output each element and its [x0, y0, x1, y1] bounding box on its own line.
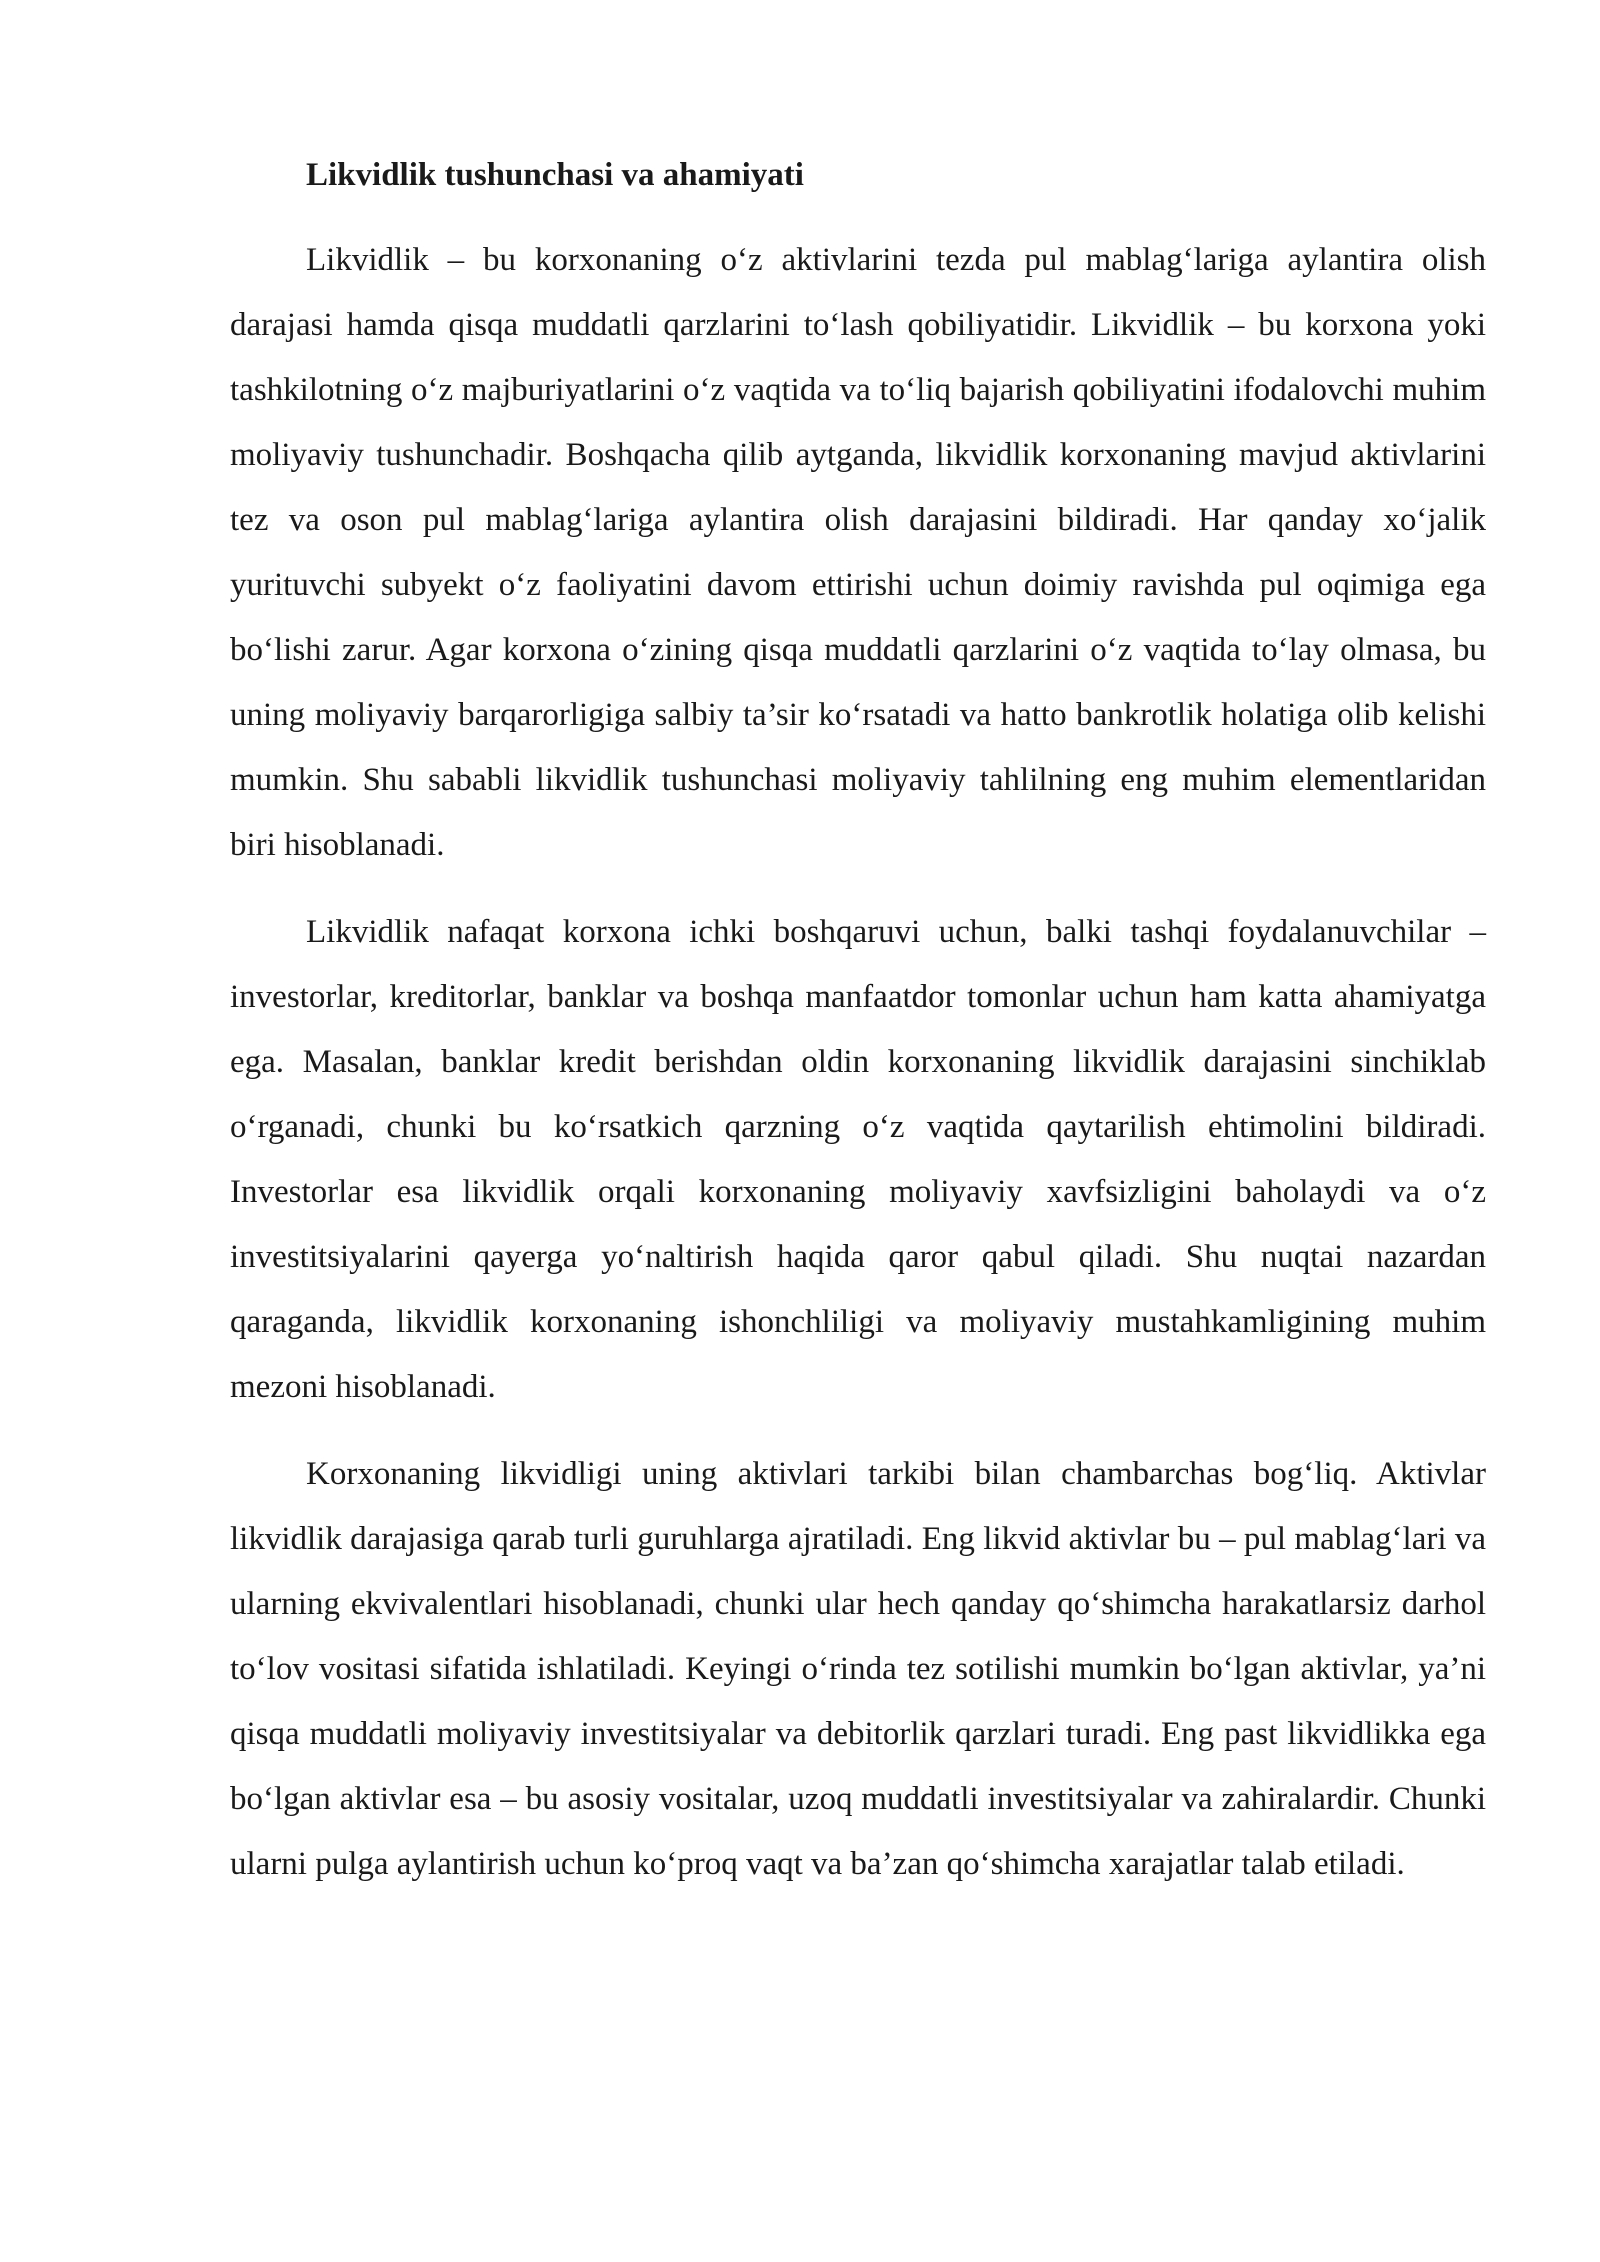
- document-title: Likvidlik tushunchasi va ahamiyati: [306, 157, 804, 193]
- paragraph-external-users: Likvidlik nafaqat korxona ichki boshqaruvi uchun, balki tashqi foydalanuvchilar – investorlar, kreditorlar, banklar va boshqa manfaatdor tomonlar uchun ham katta ahamiyatga ega. Masalan, banklar kredit berishdan oldin korxonaning likvidlik darajasini sinchiklab o‘rganadi, chunki bu ko‘rsatkich qarzning o‘z vaqtida qaytarilish ehtimolini bildiradi. Investorlar esa likvidlik orqali korxonaning moliyaviy xavfsizligini baholaydi va o‘z investitsiyalarini qayerga yo‘naltirish haqida qaror qabul qiladi. Shu nuqtai nazardan qaraganda, likvidlik korxonaning ishonchliligi va moliyaviy mustahkamligining muhim mezoni hisoblanadi.: [230, 914, 1486, 1405]
- paragraph-definition: Likvidlik – bu korxonaning o‘z aktivlarini tezda pul mablag‘lariga aylantira olish darajasi hamda qisqa muddatli qarzlarini to‘lash qobiliyatidir. Likvidlik – bu korxona yoki tashkilotning o‘z majburiyatlarini o‘z vaqtida va to‘liq bajarish qobiliyatini ifodalovchi muhim moliyaviy tushunchadir. Boshqacha qilib aytganda, likvidlik korxonaning mavjud aktivlarini tez va oson pul mablag‘lariga aylantira olish darajasini bildiradi. Har qanday xo‘jalik yurituvchi subyekt o‘z faoliyatini davom ettirishi uchun doimiy ravishda pul oqimiga ega bo‘lishi zarur. Agar korxona o‘zining qisqa muddatli qarzlarini o‘z vaqtida to‘lay olmasa, bu uning moliyaviy barqarorligiga salbiy ta’sir ko‘rsatadi va hatto bankrotlik holatiga olib kelishi mumkin. Shu sababli likvidlik tushunchasi moliyaviy tahlilning eng muhim elementlaridan biri hisoblanadi.: [230, 242, 1486, 863]
- paragraph-asset-structure: Korxonaning likvidligi uning aktivlari tarkibi bilan chambarchas bog‘liq. Aktivlar likvidlik darajasiga qarab turli guruhlarga ajratiladi. Eng likvid aktivlar bu – pul mablag‘lari va ularning ekvivalentlari hisoblanadi, chunki ular hech qanday qo‘shimcha harakatlarsiz darhol to‘lov vositasi sifatida ishlatiladi. Keyingi o‘rinda tez sotilishi mumkin bo‘lgan aktivlar, ya’ni qisqa muddatli moliyaviy investitsiyalar va debitorlik qarzlari turadi. Eng past likvidlikka ega bo‘lgan aktivlar esa – bu asosiy vositalar, uzoq muddatli investitsiyalar va zahiralardir. Chunki ularni pulga aylantirish uchun ko‘proq vaqt va ba’zan qo‘shimcha xarajatlar talab etiladi.: [230, 1456, 1486, 1882]
- document-body: [230, 148, 1486, 1919]
